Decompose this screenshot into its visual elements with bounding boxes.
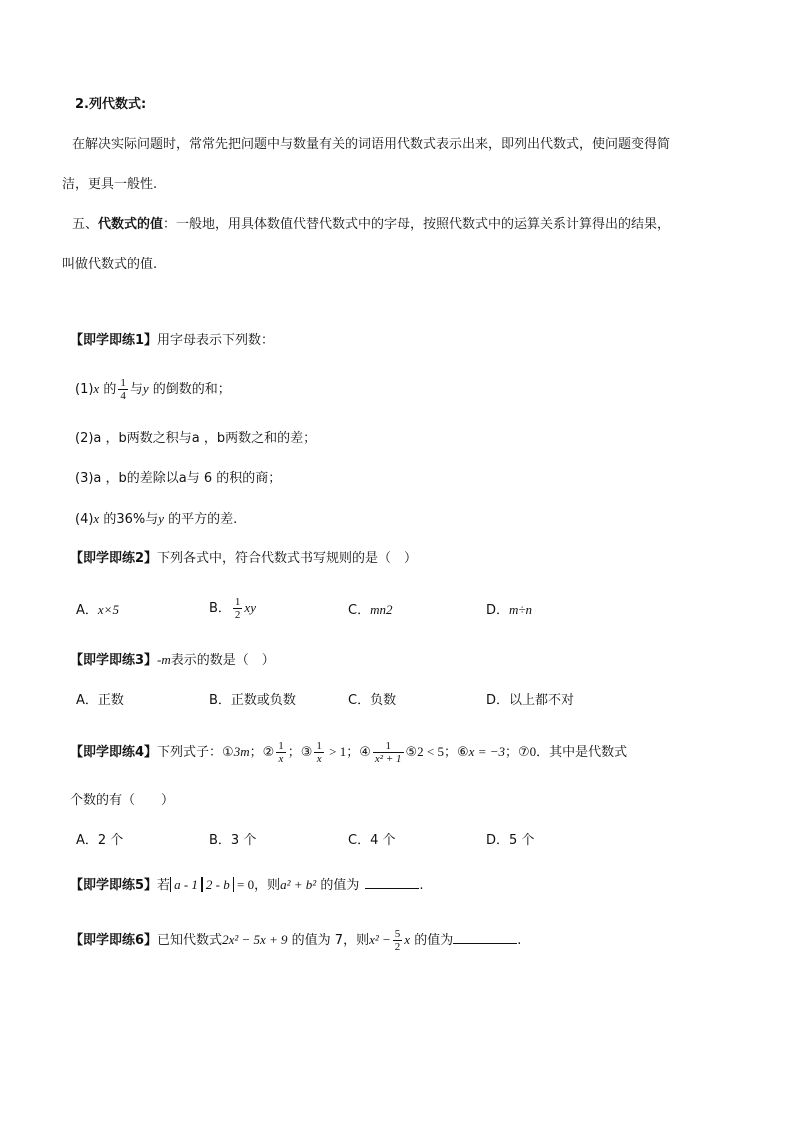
item-text: 的 — [99, 382, 117, 397]
exercise-2-question — [70, 550, 417, 568]
section-heading-2: 2.列代数式: — [75, 97, 147, 112]
fraction-five-halves — [393, 928, 403, 953]
period: . — [517, 933, 522, 948]
expression-6: x = −3 — [468, 744, 505, 759]
section5-paragraph — [72, 216, 670, 234]
option-expression: xy — [244, 600, 256, 615]
expression-5: 2 < 5 — [417, 744, 445, 759]
item-text: 的倒数的和； — [148, 382, 231, 397]
section5-term: 代数式的值 — [98, 217, 164, 232]
option-label: B． — [209, 601, 231, 616]
option-label: C． — [348, 603, 371, 618]
option-d[interactable]: D．以上都不对 — [486, 693, 575, 708]
fraction-numerator: 1 — [373, 740, 404, 753]
separator: ；② — [249, 745, 275, 760]
fraction-denominator: 2 — [234, 609, 241, 621]
fraction-denominator: x² + 1 — [374, 753, 402, 765]
expression-7: 0 — [529, 744, 537, 759]
option-c[interactable] — [348, 601, 392, 620]
item-text: 的36%与 — [99, 512, 159, 527]
var-x: x — [93, 381, 100, 396]
fraction-denominator: x — [278, 753, 284, 765]
option-expression: x×5 — [97, 602, 119, 617]
separator: ⑤ — [405, 745, 418, 760]
exercise-tag: 【即学即练2】 — [70, 551, 158, 566]
fraction-numerator: 1 — [278, 740, 284, 752]
question-text: 的值为 7，则 — [287, 933, 370, 948]
answer-blank[interactable] — [453, 931, 517, 944]
exercise-tag: 【即学即练3】 — [70, 653, 158, 668]
question-text: 下列各式中，符合代数式书写规则的是（ ） — [157, 551, 418, 566]
option-b[interactable]: B．正数或负数 — [209, 693, 296, 708]
absolute-value-1: a - 1 — [170, 877, 202, 892]
option-c[interactable]: C．负数 — [348, 693, 397, 708]
item-number: (1) — [75, 382, 94, 397]
expression-1: 2x² − 5x + 9 — [222, 932, 288, 947]
section2-paragraph-cont: 洁，更具一般性. — [62, 177, 158, 192]
expression: a² + b² — [280, 877, 317, 892]
exercise-5-question — [70, 876, 423, 895]
expression-2: x² − — [369, 932, 391, 947]
separator: ；④ — [346, 745, 371, 760]
separator: ；③ — [287, 745, 313, 760]
exercise-4-question — [70, 737, 627, 768]
answer-blank[interactable] — [365, 876, 419, 889]
var-y: y — [142, 381, 149, 396]
section5-paragraph-cont: 叫做代数式的值. — [62, 257, 158, 272]
exercise-tag: 【即学即练6】 — [70, 933, 158, 948]
option-a[interactable] — [76, 601, 119, 620]
option-b[interactable] — [209, 593, 256, 624]
exercise-6-question — [70, 925, 521, 956]
fraction-numerator: 5 — [394, 928, 401, 940]
question-text: 用字母表示下列数： — [157, 333, 275, 348]
equation-tail: = 0 — [233, 877, 255, 892]
var-x: x — [93, 511, 100, 526]
separator: ；⑥ — [444, 745, 469, 760]
expression-4 — [373, 740, 404, 765]
exercise-1-item-1 — [75, 374, 231, 405]
exercise-3-question — [70, 651, 275, 670]
fraction-denominator: 4 — [120, 390, 126, 402]
section5-prefix: 五、 — [72, 217, 99, 232]
fraction-numerator: 1 — [120, 377, 126, 389]
exercise-tag: 【即学即练5】 — [70, 878, 158, 893]
exercise-tag: 【即学即练4】 — [70, 745, 158, 760]
item-text: 的平方的差. — [164, 512, 238, 527]
question-text: 表示的数是（ ） — [170, 653, 275, 668]
question-text: ．其中是代数式 — [536, 745, 628, 760]
var-y: y — [158, 511, 165, 526]
question-text: 的值为 — [316, 878, 360, 893]
expression: -m — [157, 652, 171, 667]
question-text: 已知代数式 — [157, 933, 223, 948]
option-label: D． — [486, 603, 510, 618]
expression-1: 3m — [233, 744, 250, 759]
section2-paragraph: 在解决实际问题时，常常先把问题中与数量有关的词语用代数式表示出来，即列出代数式，使问题变得简 — [72, 137, 671, 152]
exercise-tag: 【即学即练1】 — [70, 333, 158, 348]
fraction-numerator: 1 — [316, 740, 322, 752]
expression-3 — [314, 740, 324, 765]
separator: ；⑦ — [505, 745, 530, 760]
fraction-one-quarter — [118, 377, 128, 402]
question-text: 的值为 — [410, 933, 454, 948]
question-text: 下列式子：① — [157, 745, 234, 760]
expression-2 — [276, 740, 286, 765]
item-number: (4) — [75, 512, 94, 527]
exercise-1-question — [70, 332, 274, 350]
section5-text: ：一般地，用具体数值代替代数式中的字母，按照代数式中的运算关系计算得出的结果， — [163, 217, 671, 232]
option-a[interactable]: A．2 个 — [76, 833, 124, 848]
item-text: 与 — [129, 382, 143, 397]
expression-2-var: x — [404, 932, 411, 947]
fraction-denominator: x — [316, 753, 322, 765]
fraction-numerator: 1 — [234, 596, 241, 608]
option-d[interactable] — [486, 601, 532, 620]
fraction-denominator: 2 — [394, 941, 401, 953]
expression-3-tail: > 1 — [325, 744, 347, 759]
question-text: ，则 — [254, 878, 281, 893]
fraction-one-half — [233, 596, 243, 621]
option-c[interactable]: C．4 个 — [348, 833, 396, 848]
option-expression: mn2 — [370, 602, 393, 617]
exercise-1-item-4 — [75, 510, 237, 529]
option-label: A． — [76, 603, 98, 618]
exercise-4-question-cont: 个数的有（ ） — [70, 793, 175, 808]
exercise-1-item-2: (2)a ，b两数之积与a ，b两数之和的差； — [75, 431, 317, 446]
absolute-value-2: 2 - b — [202, 877, 234, 892]
question-text: 若 — [157, 878, 171, 893]
option-b[interactable]: B．3 个 — [209, 833, 257, 848]
option-d[interactable]: D．5 个 — [486, 833, 535, 848]
period: . — [419, 878, 424, 893]
option-a[interactable]: A．正数 — [76, 693, 124, 708]
exercise-1-item-3: (3)a ，b的差除以a与 6 的积的商； — [75, 471, 282, 486]
option-expression: m÷n — [509, 602, 533, 617]
